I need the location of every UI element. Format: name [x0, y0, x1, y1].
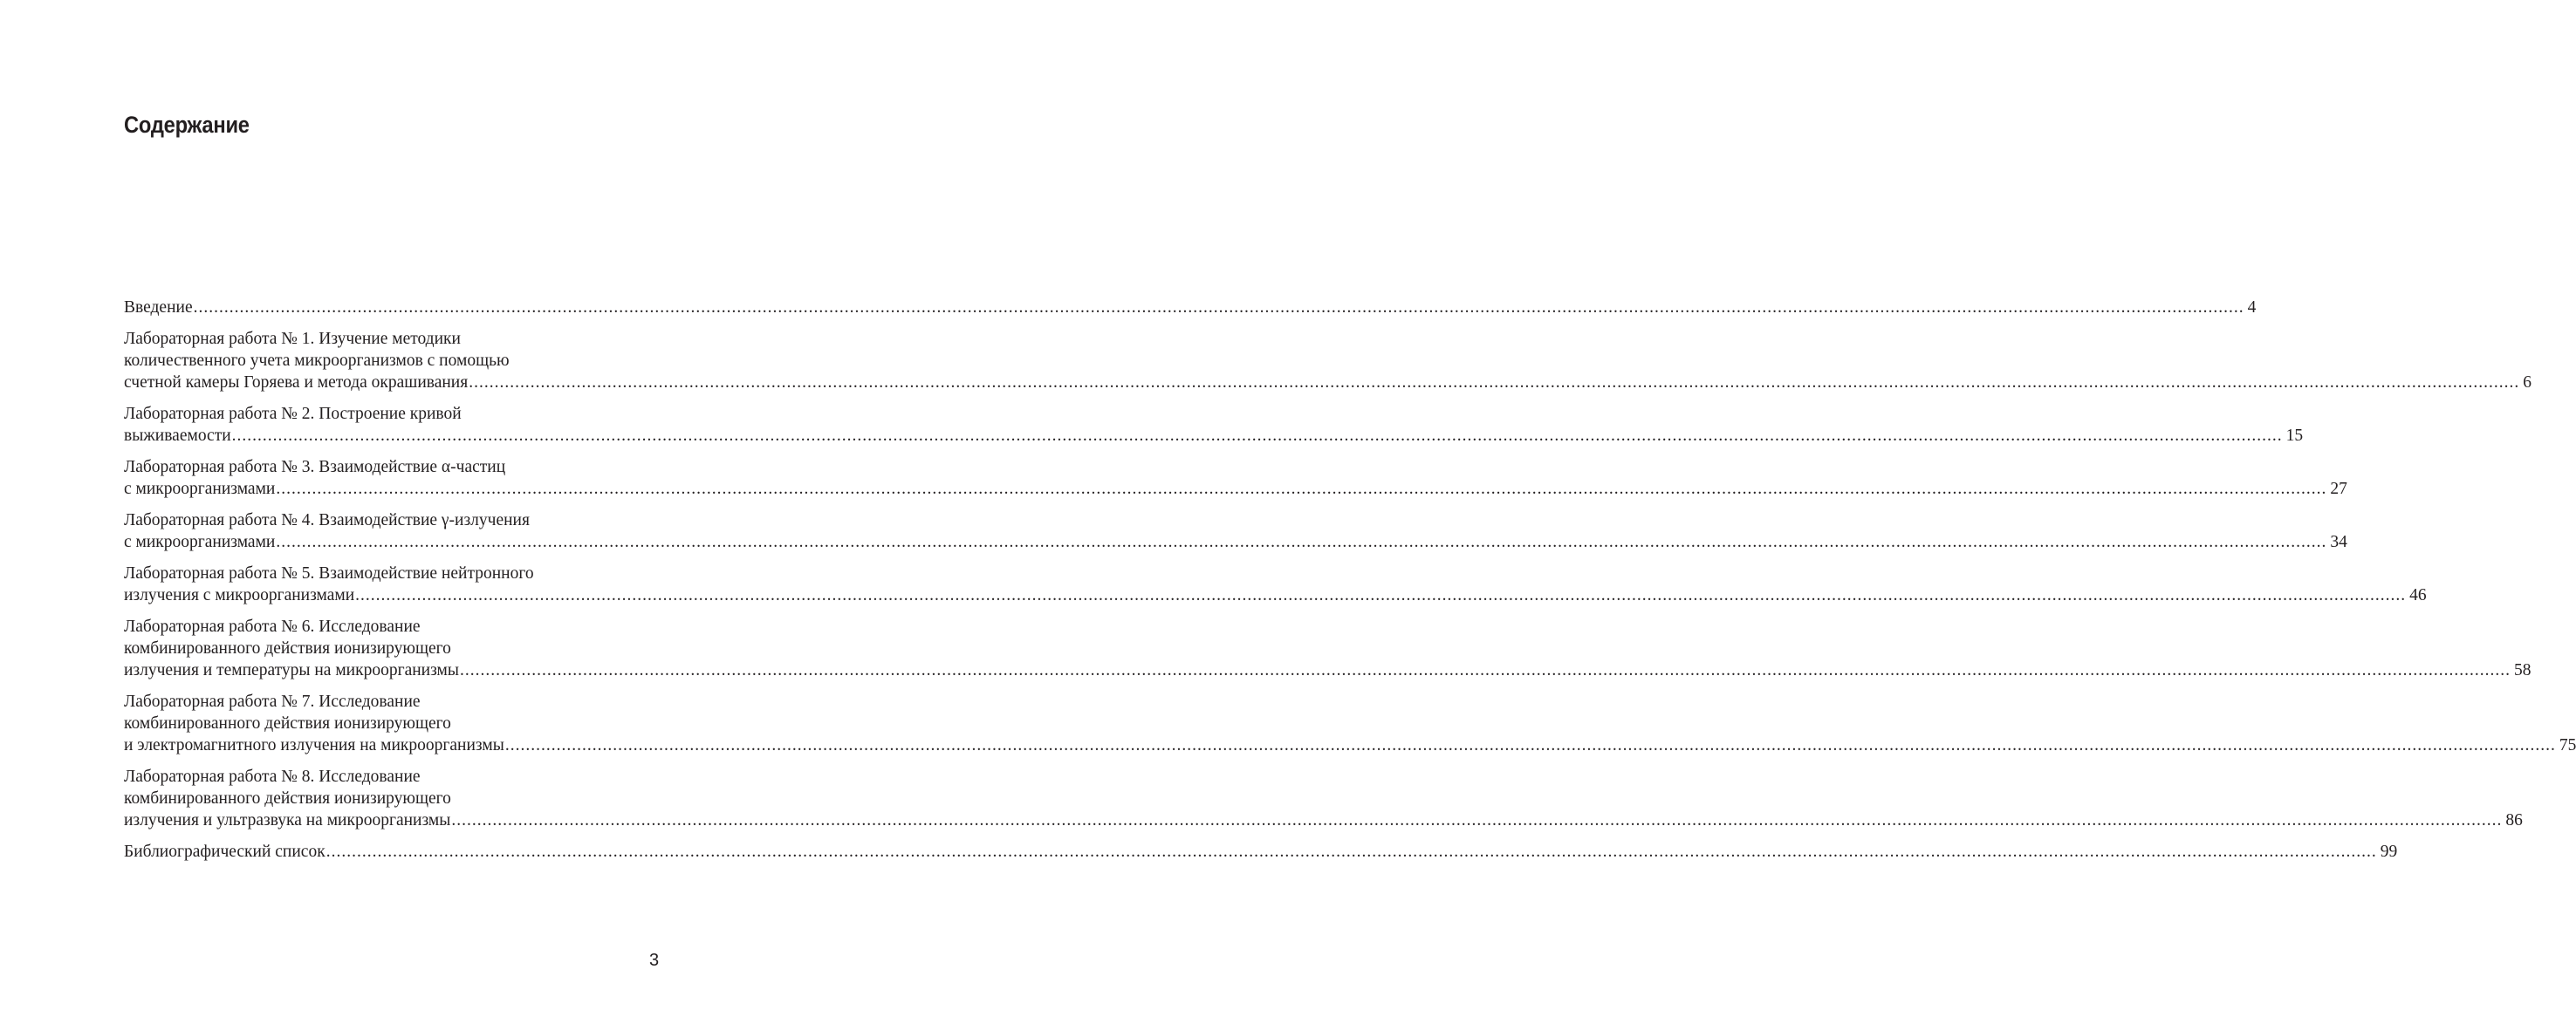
toc-entry-title-line: Лабораторная работа № 2. Построение кривой: [124, 405, 462, 423]
toc-entry-title-line: и электромагнитного излучения на микроорганизмы: [124, 736, 504, 754]
toc-entry-page-number: 75: [2559, 736, 2576, 754]
toc-entry-title-line: Лабораторная работа № 5. Взаимодействие нейтронного: [124, 564, 534, 583]
toc-entry-title-line: количественного учета микроорганизмов с помощью: [124, 352, 510, 370]
toc-entry-page-number: 15: [2285, 427, 2304, 445]
toc-entry-title-line: выживаемости: [124, 427, 231, 445]
dot-leader: ................................................................................................................................................................................................................................................................................................................................................................................................................: [193, 298, 2244, 317]
toc-entry-title-line: комбинированного действия ионизирующего: [124, 789, 451, 808]
dot-leader: ................................................................................................................................................................................................................................................................................................................................................................................................................: [469, 373, 2520, 392]
toc-entry-title-line: с микроорганизмами: [124, 480, 276, 498]
toc-entry-page-number: 4: [2247, 298, 2257, 317]
dot-leader: ................................................................................................................................................................................................................................................................................................................................................................................................................: [504, 736, 2556, 754]
dot-leader: ................................................................................................................................................................................................................................................................................................................................................................................................................: [451, 811, 2503, 830]
toc-entry[interactable]: [124, 563, 2427, 606]
toc-entry-page-number: 86: [2505, 811, 2523, 830]
toc-entry-title-line: Лабораторная работа № 1. Изучение методики: [124, 330, 461, 348]
toc-entry-title-line: Введение: [124, 298, 193, 317]
toc-entry[interactable]: [124, 509, 2347, 553]
table-of-contents: [124, 297, 2576, 872]
dot-leader: ................................................................................................................................................................................................................................................................................................................................................................................................................: [459, 661, 2511, 679]
toc-entry-title-line: излучения и температуры на микроорганизмы: [124, 661, 459, 679]
toc-entry-page-number: 6: [2523, 373, 2531, 392]
toc-entry-page-number: 58: [2513, 661, 2531, 679]
toc-entry[interactable]: [124, 403, 2304, 447]
toc-entry[interactable]: [124, 841, 2398, 863]
dot-leader: ................................................................................................................................................................................................................................................................................................................................................................................................................: [355, 586, 2407, 604]
toc-entry-title-line: Лабораторная работа № 3. Взаимодействие α-частиц: [124, 458, 506, 476]
toc-entry-title-line: Лабораторная работа № 6. Исследование: [124, 618, 421, 636]
toc-entry-title-line: излучения с микроорганизмами: [124, 586, 355, 604]
dot-leader: ................................................................................................................................................................................................................................................................................................................................................................................................................: [231, 427, 2283, 445]
toc-entry-title-line: комбинированного действия ионизирующего: [124, 639, 451, 658]
toc-entry-page-number: 46: [2409, 586, 2427, 604]
toc-entry[interactable]: [124, 691, 2576, 756]
toc-entry-title-line: Лабораторная работа № 8. Исследование: [124, 768, 421, 786]
page-number: 3: [649, 951, 660, 970]
toc-entry-title-line: Библиографический список: [124, 843, 325, 861]
toc-entry-title-line: счетной камеры Горяева и метода окрашивания: [124, 373, 469, 392]
toc-entry-title-line: комбинированного действия ионизирующего: [124, 714, 451, 733]
toc-entry[interactable]: [124, 616, 2531, 681]
dot-leader: ................................................................................................................................................................................................................................................................................................................................................................................................................: [276, 480, 2327, 498]
toc-entry[interactable]: [124, 297, 2257, 318]
toc-entry[interactable]: [124, 456, 2347, 500]
toc-entry-page-number: 27: [2330, 480, 2347, 498]
dot-leader: ................................................................................................................................................................................................................................................................................................................................................................................................................: [276, 533, 2327, 551]
toc-entry-title-line: Лабораторная работа № 4. Взаимодействие γ-излучения: [124, 511, 530, 529]
dot-leader: ................................................................................................................................................................................................................................................................................................................................................................................................................: [325, 843, 2377, 861]
toc-entry-title-line: с микроорганизмами: [124, 533, 276, 551]
toc-entry[interactable]: [124, 766, 2523, 831]
toc-entry-title-line: Лабораторная работа № 7. Исследование: [124, 693, 421, 711]
page-title: Содержание: [124, 112, 250, 138]
toc-entry-page-number: 99: [2380, 843, 2398, 861]
toc-entry-title-line: излучения и ультразвука на микроорганизмы: [124, 811, 451, 830]
toc-entry-page-number: 34: [2330, 533, 2347, 551]
toc-entry[interactable]: [124, 328, 2531, 393]
